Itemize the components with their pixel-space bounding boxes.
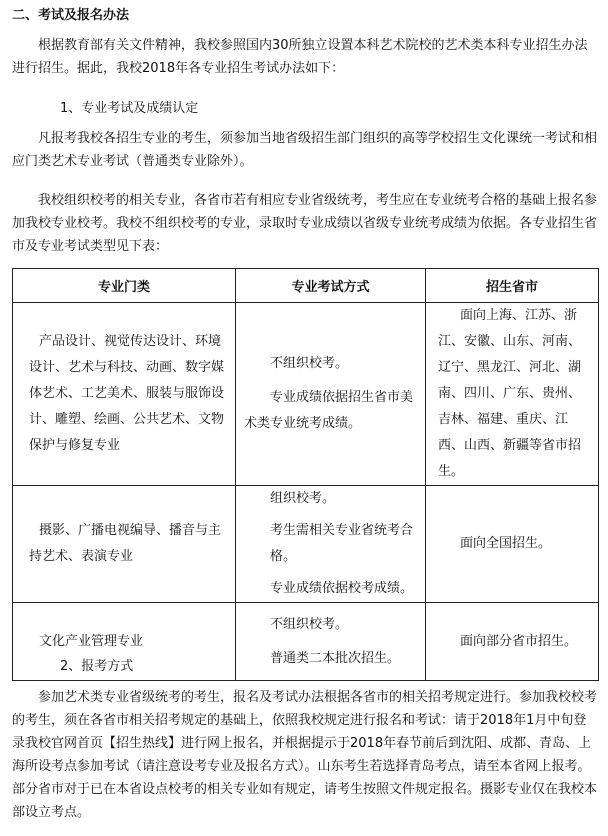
intro-paragraph: 根据教育部有关文件精神，我校参照国内30所独立设置本科艺术院校的艺术类本科专业招生办法进行招生。据此，我校2018年各专业招生考试办法如下： — [12, 38, 588, 76]
header-provinces: 招生省市 — [426, 269, 599, 303]
row-provinces: 面向全国招生。 — [426, 486, 599, 603]
header-exam-mode: 专业考试方式 — [236, 269, 426, 303]
admission-table — [12, 268, 599, 681]
row-exam-mode — [236, 603, 426, 681]
row-category: 文化产业管理专业 — [13, 603, 236, 681]
table-row — [13, 303, 599, 486]
row-category: 产品设计、视觉传达设计、环境设计、艺术与科技、动画、数字媒体艺术、工艺美术、服装与服饰设计、雕塑、绘画、公共艺术、文物保护与修复专业 — [13, 303, 236, 486]
exam-mode-line: 不组织校考。 — [270, 616, 349, 632]
exam-mode-line: 考生需相关专业省统考合格。 — [270, 523, 414, 564]
exam-mode-line: 组织校考。 — [270, 491, 336, 506]
header-category: 专业门类 — [13, 269, 236, 303]
subsection-title-1: 1、专业考试及成绩认定 — [60, 101, 199, 116]
exam-mode-line: 专业成绩依据招生省市美术类专业统考成绩。 — [244, 390, 414, 431]
paragraph-school-exam: 我校组织校考的相关专业，各省市若有相应专业省级统考，考生应在专业统考合格的基础上报名参加我校专业校考。我校不组织校考的专业，录取时专业成绩以省级专业统考成绩为依据。各专业招生省市及专业考试类型见下表： — [12, 193, 598, 254]
exam-mode-line: 不组织校考。 — [270, 356, 349, 371]
row-exam-mode — [236, 486, 426, 603]
exam-mode-line: 普通类二本批次招生。 — [270, 650, 401, 666]
paragraph-registration: 参加艺术类专业省级统考的考生，报名及考试办法根据各省市的相关招考规定进行。参加我校校考的考生，须在各省市相关招考规定的基础上，依照我校规定进行报名和考试：请于2018年1月中旬登录我校官网首页【招生热线】进行网上报名，并根据提示于2018年春节前后到沈阳、成都、青岛、上海所设考点参加考试（请注意设考专业及报名方式）。山东考生若选择青岛考点，请至本省网上报考。部分省市对于已在本省设点校考的相关专业如有规定，请考生按照文件规定报名。摄影专业仅在我校本部设立考点。 — [12, 690, 598, 820]
subsection-title-2: 2、报考方式 — [60, 659, 134, 674]
table-row — [13, 486, 599, 603]
table-header-row — [13, 269, 599, 303]
exam-mode-line: 专业成绩依据校考成绩。 — [270, 581, 414, 596]
row-provinces: 面向上海、江苏、浙江、安徽、山东、河南、辽宁、黑龙江、河北、湖南、四川、广东、贵州、吉林、福建、重庆、江西、山西、新疆等省市招生。 — [426, 303, 599, 486]
paragraph-exam-requirement: 凡报考我校各招生专业的考生，须参加当地省级招生部门组织的高等学校招生文化课统一考试和相应门类艺术专业考试（普通类专业除外）。 — [12, 131, 598, 169]
row-provinces: 面向部分省市招生。 — [426, 603, 599, 681]
row-category: 摄影、广播电视编导、播音与主持艺术、表演专业 — [13, 486, 236, 603]
row-exam-mode — [236, 303, 426, 486]
section-heading: 二、考试及报名办法 — [12, 8, 130, 23]
